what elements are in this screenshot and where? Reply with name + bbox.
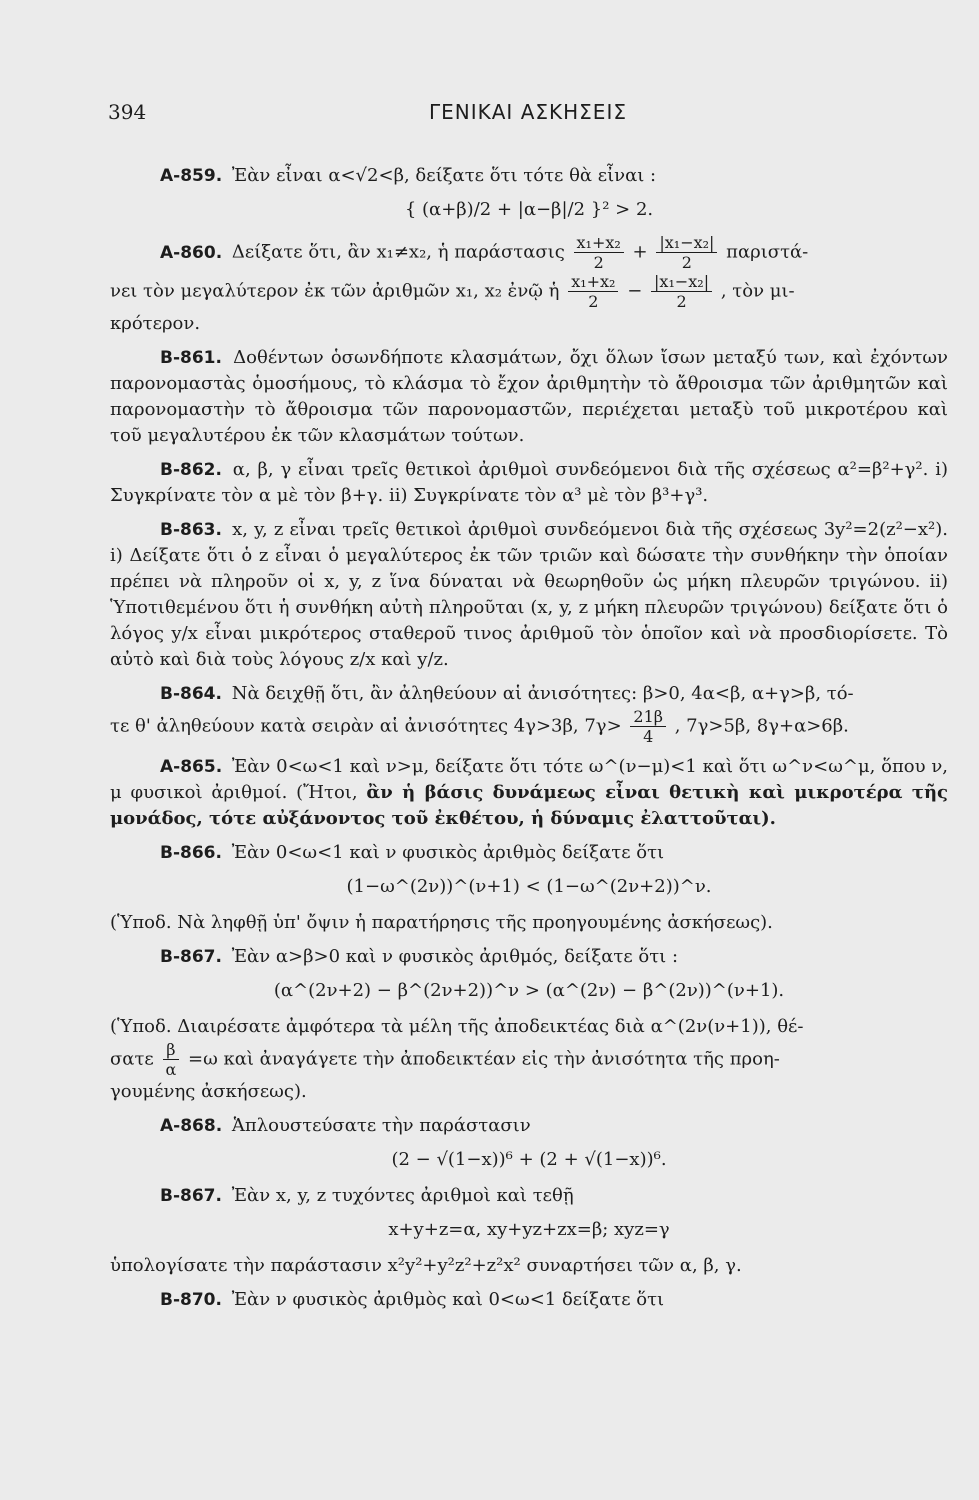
exercise-b867b: [110, 1183, 948, 1209]
exercise-text: Δοθέντων ὁσωνδήποτε κλασμάτων, ὄχι ὅλων ἴσων μεταξύ των, καὶ ἐχόντων παρονομαστὰς ὁμοσήμους, τὸ κλάσμα τὸ ἔχον ἀριθμητὴν τὸ ἄθροισμα τῶν ἀριθμητῶν καὶ παρονομαστὴν τὸ ἄθροισμα τῶν παρονομαστῶν, περιέχεται μεταξὺ τοῦ μικροτέρου καὶ τοῦ μεγαλυτέρου ἐκ τῶν κλασμάτων τούτων.: [110, 347, 948, 446]
exercise-b862: [110, 457, 948, 509]
hint-b867a: (Ὑποδ. Διαιρέσατε ἀμφότερα τὰ μέλη τῆς ἀποδεικτέας διὰ α^(2ν(ν+1)), θέ- σατε $\frac{\beta}{\alpha}$ =ω καὶ ἀναγάγετε τὴν ἀποδεικτέαν εἰς τὴν ἀνισότητα τῆς προη- γουμένης ἀσκήσεως).: [110, 1016, 804, 1102]
exercise-b867a: [110, 944, 948, 970]
exercise-text: Ἐὰν α>β>0 καὶ ν φυσικὸς ἀριθμός, δείξατε ὅτι :: [231, 946, 679, 967]
exercise-label: Β-867.: [160, 947, 222, 967]
exercise-label: Β-870.: [160, 1290, 222, 1310]
exercise-label: Α-860.: [160, 242, 223, 263]
exercise-label: Α-859.: [160, 166, 223, 186]
fraction-sum: $\frac{\text{x₁+x₂}}{2}$: [568, 272, 618, 311]
exercise-text: Ἁπλουστεύσατε τὴν παράστασιν: [231, 1115, 531, 1136]
page-number: 394: [108, 100, 147, 124]
exercise-b867b-cont: ὑπολογίσατε τὴν παράστασιν x²y²+y²z²+z²x² συναρτήσει τῶν α, β, γ.: [110, 1255, 742, 1276]
exercise-text: α, β, γ εἶναι τρεῖς θετικοὶ ἀριθμοὶ συνδεόμενοι διὰ τῆς σχέσεως α²=β²+γ². i) Συγκρίνατε τὸν α μὲ τὸν β+γ. ii) Συγκρίνατε τὸν α³ μὲ τὸν β³+γ³.: [110, 459, 948, 506]
formula-a859: { (α+β)/2 + |α−β|/2 }² > 2.: [404, 199, 654, 220]
exercise-b861: [110, 345, 948, 449]
exercise-label: Β-863.: [160, 520, 222, 540]
exercise-text: x, y, z εἶναι τρεῖς θετικοὶ ἀριθμοὶ συνδεόμενοι διὰ τῆς σχέσεως 3y²=2(z²−x²). i) Δείξατε ὅτι ὁ z εἶναι ὁ μεγαλύτερος ἐκ τῶν τριῶν καὶ δώσατε τὴν συνθήκην τὴν ὁποίαν πρέπει νὰ πληροῦν οἱ x, y, z ἵνα δύναται νὰ θεωρηθοῦν ὡς μήκη πλευρῶν τριγώνου. ii) Ὑποτιθεμένου ὅτι ἡ συνθήκη αὐτὴ πληροῦται (x, y, z μήκη πλευρῶν τριγώνου) δείξατε ὅτι ὁ λόγος y/x εἶναι μικρότερος σταθεροῦ τινος ἀριθμοῦ τὸν ὁποῖον καὶ νὰ προσδιορίσετε. Τὸ αὐτὸ καὶ διὰ τοὺς λόγους z/x καὶ y/z.: [110, 519, 948, 670]
exercise-text: Ἐὰν x, y, z τυχόντες ἀριθμοὶ καὶ τεθῇ: [231, 1185, 574, 1206]
fraction-abs-diff: $\frac{\text{|x₁−x₂|}}{2}$: [651, 272, 712, 311]
fraction-b-over-a: $\frac{\beta}{\alpha}$: [162, 1040, 179, 1079]
exercise-bold-remark: ἂν ἡ βάσις δυνάμεως εἶναι θετικὴ καὶ μικροτέρα τῆς μονάδος, τότε αὐξάνοντος τοῦ ἐκθέτου, ἡ δύναμις ἐλαττοῦται).: [110, 782, 948, 829]
exercise-b863: [110, 517, 948, 673]
exercise-b866: [110, 840, 948, 866]
exercise-label: Α-868.: [160, 1116, 223, 1136]
exercise-label: Β-864.: [160, 684, 222, 704]
formula-a868: (2 − √(1−x))⁶ + (2 + √(1−x))⁶.: [391, 1149, 667, 1170]
exercise-text: Ἐὰν 0<ω<1 καὶ ν φυσικὸς ἀριθμὸς δείξατε ὅτι: [231, 842, 665, 863]
exercise-b870: [110, 1287, 948, 1313]
exercise-list: [110, 163, 948, 1321]
fraction-sum: $\frac{\text{x₁+x₂}}{2}$: [574, 233, 624, 272]
exercise-label: Β-867.: [160, 1186, 222, 1206]
running-title: ΓΕΝΙΚΑΙ ΑΣΚΗΣΕΙΣ: [429, 100, 627, 124]
fraction-21b-4: $\frac{21\beta}{4}$: [630, 707, 666, 746]
exercise-text: Δείξατε ὅτι, ἂν x₁≠x₂, ἡ παράστασις: [231, 241, 565, 263]
exercise-label: Β-862.: [160, 460, 222, 480]
exercise-label: Β-861.: [160, 348, 222, 368]
formula-b866: (1−ω^(2ν))^(ν+1) < (1−ω^(2ν+2))^ν.: [346, 876, 712, 897]
hint-b866: (Ὑποδ. Νὰ ληφθῇ ὑπ' ὄψιν ἡ παρατήρησις τῆς προηγουμένης ἀσκήσεως).: [110, 912, 773, 933]
exercise-label: Β-866.: [160, 843, 222, 863]
exercise-text: Ἐὰν ν φυσικὸς ἀριθμὸς καὶ 0<ω<1 δείξατε ὅτι: [231, 1289, 665, 1310]
page-header: [108, 100, 948, 134]
formula-b867a: (α^(2ν+2) − β^(2ν+2))^ν > (α^(2ν) − β^(2ν))^(ν+1).: [273, 980, 785, 1001]
formula-b867b: x+y+z=α, xy+yz+zx=β; xyz=γ: [388, 1219, 670, 1240]
exercise-a859: [110, 163, 948, 189]
exercise-a865: [110, 754, 948, 832]
exercise-b864: Β-864. Νὰ δειχθῇ ὅτι, ἂν ἀληθεύουν αἱ ἀνισότητες: β>0, 4α<β, α+γ>β, τό- τε θ' ἀληθεύουν κατὰ σειρὰν αἱ ἀνισότητες 4γ>3β, 7γ> $\frac{21\beta}{4}$ , 7γ>5β, 8γ+α>6β.: [110, 683, 854, 746]
fraction-abs-diff: $\frac{\text{|x₁−x₂|}}{2}$: [656, 233, 717, 272]
exercise-text: Ἐὰν 0<ω<1 καὶ ν>μ, δείξατε ὅτι τότε ω^(ν−μ)<1 καὶ ὅτι ω^ν<ω^μ, ὅπου ν, μ φυσικοὶ ἀριθμοί. (Ἤτοι,: [110, 756, 948, 803]
exercise-a860: Α-860. Δείξατε ὅτι, ἂν x₁≠x₂, ἡ παράστασις $\frac{\text{x₁+x₂}}{2}$ + $\frac{\text{|x₁−x₂|}}{2}$ παριστά- νει τὸν μεγαλύτερον ἐκ τῶν ἀριθμῶν x₁, x₂ ἐνῷ ἡ $\frac{\text{x₁+x₂}}{2}$ − $\frac{\text{|x₁−x₂|}}{2}$ , τὸν μι- κρότερον.: [110, 233, 809, 334]
exercise-text: Ἐὰν εἶναι α<√2<β, δείξατε ὅτι τότε θὰ εἶναι :: [231, 165, 657, 186]
exercise-label: Α-865.: [160, 757, 223, 777]
exercise-a868: [110, 1113, 948, 1139]
